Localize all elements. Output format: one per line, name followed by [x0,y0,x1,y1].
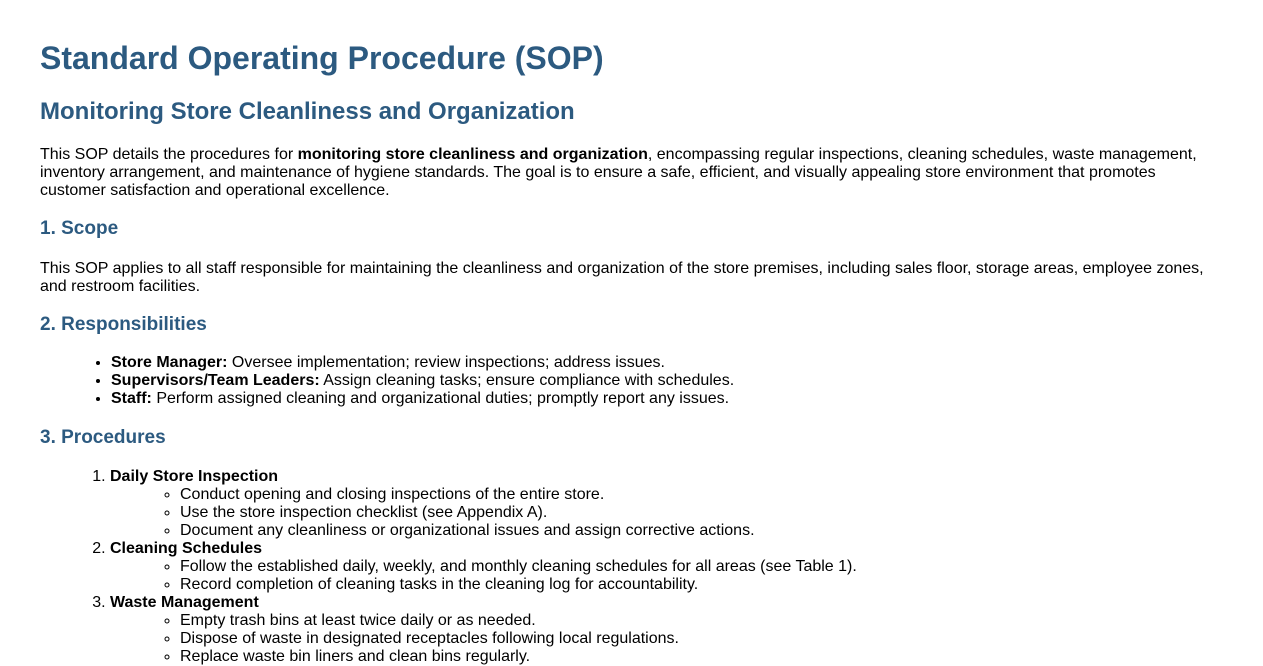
role-label: Staff: [111,390,152,407]
procedure-step-title: Waste Management [110,594,259,611]
intro-text-bold: monitoring store cleanliness and organization [297,146,648,163]
page-subtitle: Monitoring Store Cleanliness and Organization [40,98,575,125]
list-item: ◦ Follow the established daily, weekly, and monthly cleaning schedules for all areas (see Table 1). [180,558,857,576]
procedures-list [40,468,857,666]
procedure-step [110,594,857,666]
procedure-substeps [110,612,857,666]
list-item: ◦ Empty trash bins at least twice daily or as needed. [180,612,857,630]
procedures-heading: 3. Procedures [40,427,166,448]
procedure-step-title: Cleaning Schedules [110,540,263,557]
list-item: ◦ Use the store inspection checklist (see Appendix A). [180,504,857,522]
role-text: Perform assigned cleaning and organizational duties; promptly report any issues. [151,390,730,407]
procedure-step-title: Daily Store Inspection [110,468,279,485]
intro-paragraph [40,146,1223,200]
list-item: ◦ Document any cleanliness or organizational issues and assign corrective actions. [180,522,857,540]
role-text: Oversee implementation; review inspections; address issues. [227,354,665,371]
list-item: ◦ Dispose of waste in designated receptacles following local regulations. [180,630,857,648]
page-title: Standard Operating Procedure (SOP) [40,40,604,76]
procedure-step [110,540,857,594]
list-item: ◦ Record completion of cleaning tasks in the cleaning log for accountability. [180,576,857,594]
list-item: ◦ Conduct opening and closing inspections of the entire store. [180,486,857,504]
list-item: ◦ Replace waste bin liners and clean bins regularly. [180,648,857,666]
responsibilities-heading: 2. Responsibilities [40,314,207,335]
scope-heading: 1. Scope [40,218,119,239]
intro-text-before: This SOP details the procedures for [40,146,298,163]
role-text: Assign cleaning tasks; ensure compliance with schedules. [319,372,735,389]
procedure-substeps [110,486,857,540]
scope-paragraph: This SOP applies to all staff responsible for maintaining the cleanliness and organization of the store premises, including sales floor, storage areas, employee zones, and restroom facilities. [40,260,1204,295]
role-label: Supervisors/Team Leaders: [111,372,320,389]
procedure-substeps [110,558,857,594]
list-item [111,354,734,372]
role-label: Store Manager: [111,354,228,371]
list-item [111,390,734,408]
procedure-step [110,468,857,540]
responsibilities-list [40,354,734,408]
intro-text-after: , encompassing regular inspections, cleaning schedules, waste management, inventory arrangement, and maintenance of hygiene standards. The goal is to ensure a safe, efficient, and visually appealing store environment that promotes customer satisfaction and operational excellence. [40,146,1197,199]
list-item [111,372,734,390]
